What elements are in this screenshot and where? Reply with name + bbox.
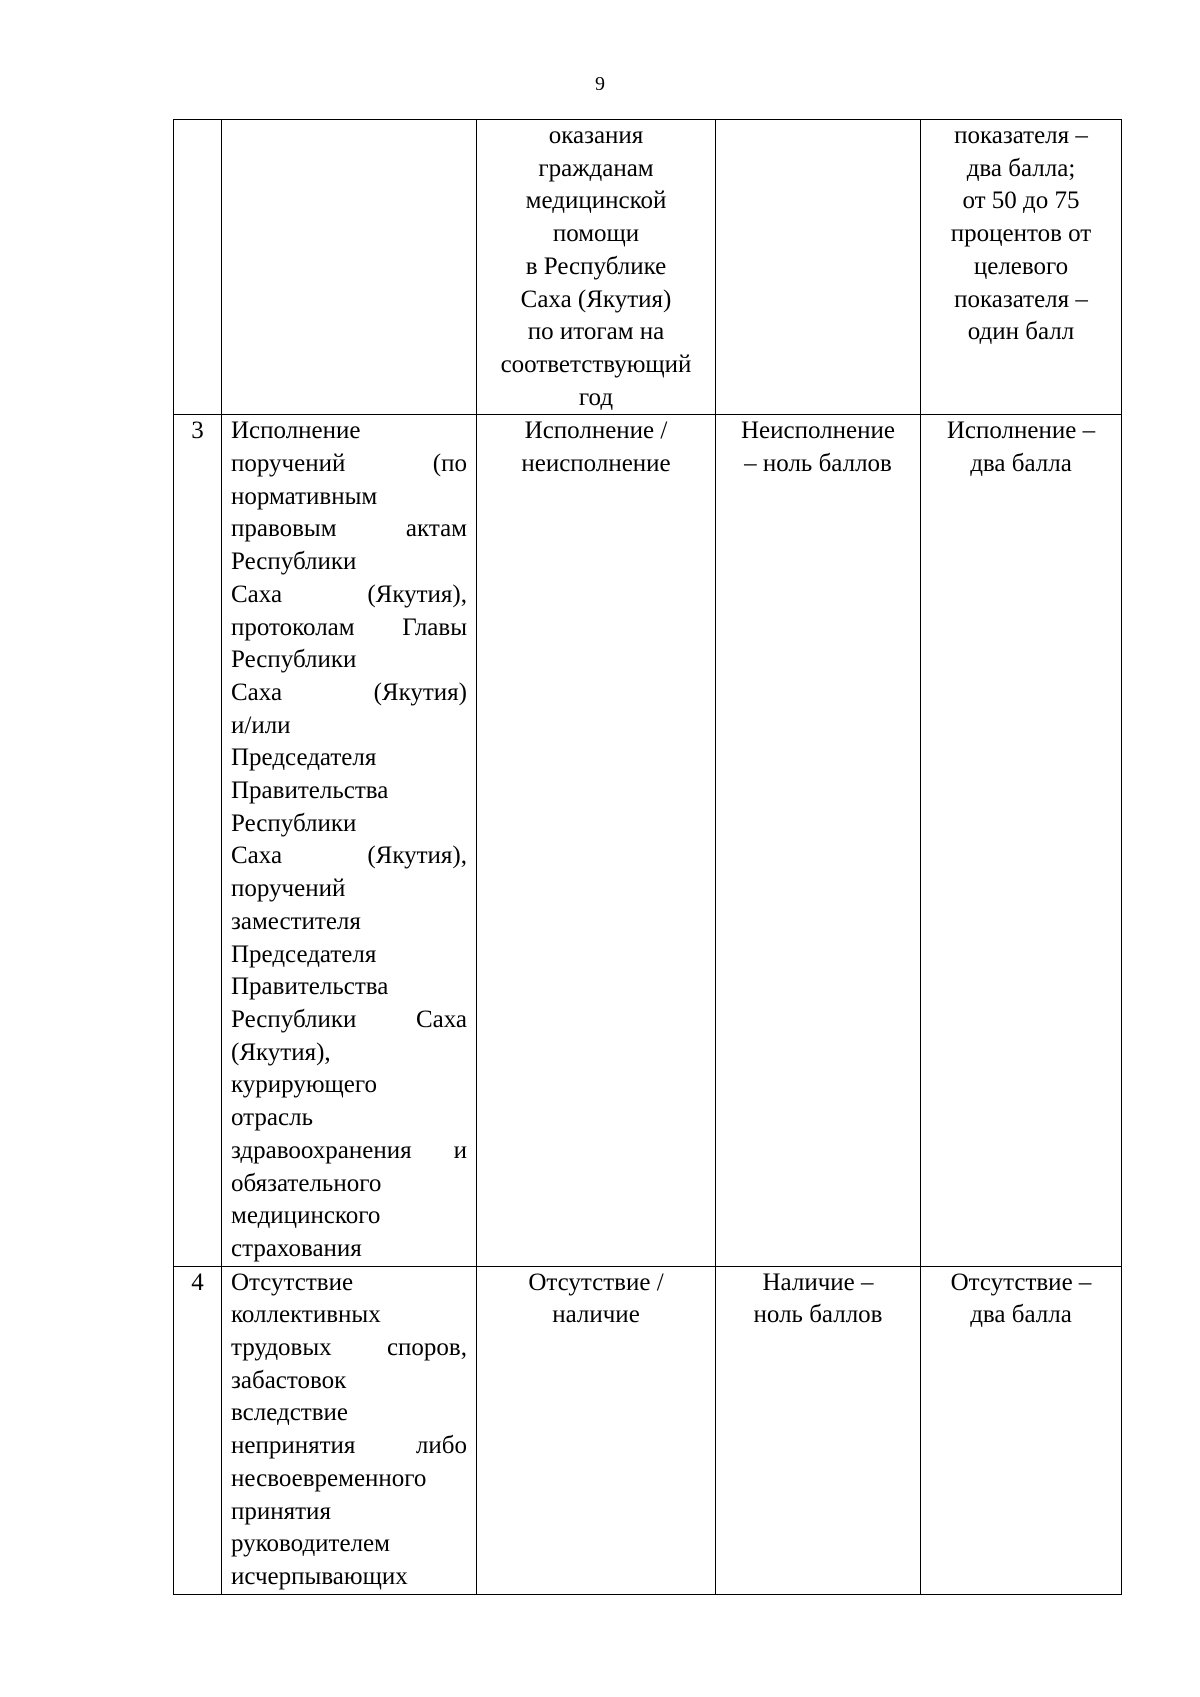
cell-text-line: забастовок (231, 1366, 347, 1394)
cell-text-line: Правительства (231, 777, 389, 805)
cell-text-line: вследствие (231, 1399, 349, 1427)
cell-text-line: обязательного (231, 1169, 382, 1197)
indicator-name-cell (222, 415, 477, 1266)
cell-text-line: несвоевременного (231, 1464, 427, 1492)
cell-text-line: неисполнение (521, 450, 671, 478)
two-score-cell (921, 415, 1122, 1266)
cell-text-line: целевого (973, 252, 1069, 280)
cell-text-line: поручений (231, 875, 346, 903)
cell-text-line: исчерпывающих (231, 1562, 408, 1590)
cell-text-line: наличие (552, 1301, 640, 1329)
cell-text-line: Председателя (231, 744, 377, 772)
criterion-cell (477, 415, 716, 1266)
cell-text-line: и/или (231, 711, 291, 739)
cell-text-line: медицинского (231, 1202, 381, 1230)
cell-text-line: два балла (970, 1301, 1072, 1329)
row-number-cell (174, 120, 222, 415)
cell-text-line: трудовых споров, (231, 1334, 467, 1362)
two-score-cell (921, 120, 1122, 415)
cell-text-line: один балл (967, 318, 1075, 346)
cell-text-line: поручений (по (231, 450, 467, 478)
indicator-name-cell (222, 1266, 477, 1594)
cell-text-line: протоколам Главы (231, 613, 467, 641)
criteria-table (173, 119, 1122, 1595)
cell-text-line: коллективных (231, 1301, 381, 1329)
cell-text-line: Саха (Якутия) (520, 285, 672, 313)
two-score-cell (921, 1266, 1122, 1594)
criterion-cell (477, 120, 716, 415)
indicator-name-cell (222, 120, 477, 415)
cell-text-line: показателя – (954, 122, 1088, 149)
cell-text-line: по итогам на (527, 318, 665, 346)
page-number: 9 (595, 73, 605, 95)
cell-text-line: страхования (231, 1234, 362, 1262)
cell-text-line: Отсутствие / (528, 1268, 664, 1296)
table-row-continuation (174, 120, 1122, 415)
cell-text-line: Наличие – (762, 1268, 874, 1296)
cell-text-line: заместителя (231, 907, 361, 935)
cell-text-line: Отсутствие (231, 1268, 354, 1296)
cell-text-line: правовым актам (231, 515, 467, 543)
cell-text-line: год (578, 383, 614, 411)
cell-text-line: Исполнение / (524, 417, 668, 445)
cell-text-line: – ноль баллов (744, 450, 892, 478)
cell-text-line: помощи (552, 220, 640, 248)
table-row-4 (174, 1266, 1122, 1594)
zero-score-cell (716, 1266, 921, 1594)
cell-text-line: Саха (Якутия) (231, 678, 467, 706)
cell-text-line: гражданам (538, 154, 654, 182)
cell-text-line: Исполнение (231, 417, 361, 445)
cell-text-line: непринятия либо (231, 1432, 467, 1460)
cell-text-line: Исполнение – (946, 417, 1096, 445)
cell-text-line: отрасль (231, 1104, 313, 1132)
cell-text-line: Саха (Якутия), (231, 580, 467, 608)
cell-text-line: руководителем (231, 1530, 390, 1558)
cell-text-line: оказания (548, 122, 644, 149)
cell-text-line: процентов от (950, 220, 1092, 248)
cell-text-line: Саха (Якутия), (231, 842, 467, 870)
cell-text-line: в Республике (525, 252, 667, 280)
cell-text-line: Председателя (231, 940, 377, 968)
cell-text-line: принятия (231, 1497, 331, 1525)
cell-text-line: соответствующий (500, 350, 692, 378)
cell-text-line: Республики (231, 646, 357, 674)
cell-text-line: Республики (231, 809, 357, 837)
cell-text-line: здравоохранения и (231, 1136, 467, 1164)
cell-text-line: два балла (970, 450, 1072, 478)
cell-text-line: Неисполнение (741, 417, 895, 445)
criterion-cell (477, 1266, 716, 1594)
table-row-3 (174, 415, 1122, 1266)
cell-text-line: Республики (231, 548, 357, 576)
cell-text-line: нормативным (231, 482, 378, 510)
cell-text-line: Республики Саха (231, 1005, 467, 1033)
cell-text-line: ноль баллов (753, 1301, 883, 1329)
cell-text-line: два балла; (966, 154, 1076, 182)
cell-text-line: Правительства (231, 973, 389, 1001)
cell-text-line: показателя – (954, 285, 1088, 313)
zero-score-cell (716, 415, 921, 1266)
cell-text-line: медицинской (525, 187, 667, 215)
cell-text-line: от 50 до 75 (962, 187, 1080, 215)
zero-score-cell (716, 120, 921, 415)
cell-text-line: Отсутствие – (950, 1268, 1092, 1296)
cell-text-line: (Якутия), (231, 1038, 331, 1066)
cell-text-line: курирующего (231, 1071, 377, 1099)
row-number-cell: 3 (174, 415, 222, 1266)
row-number-cell: 4 (174, 1266, 222, 1594)
